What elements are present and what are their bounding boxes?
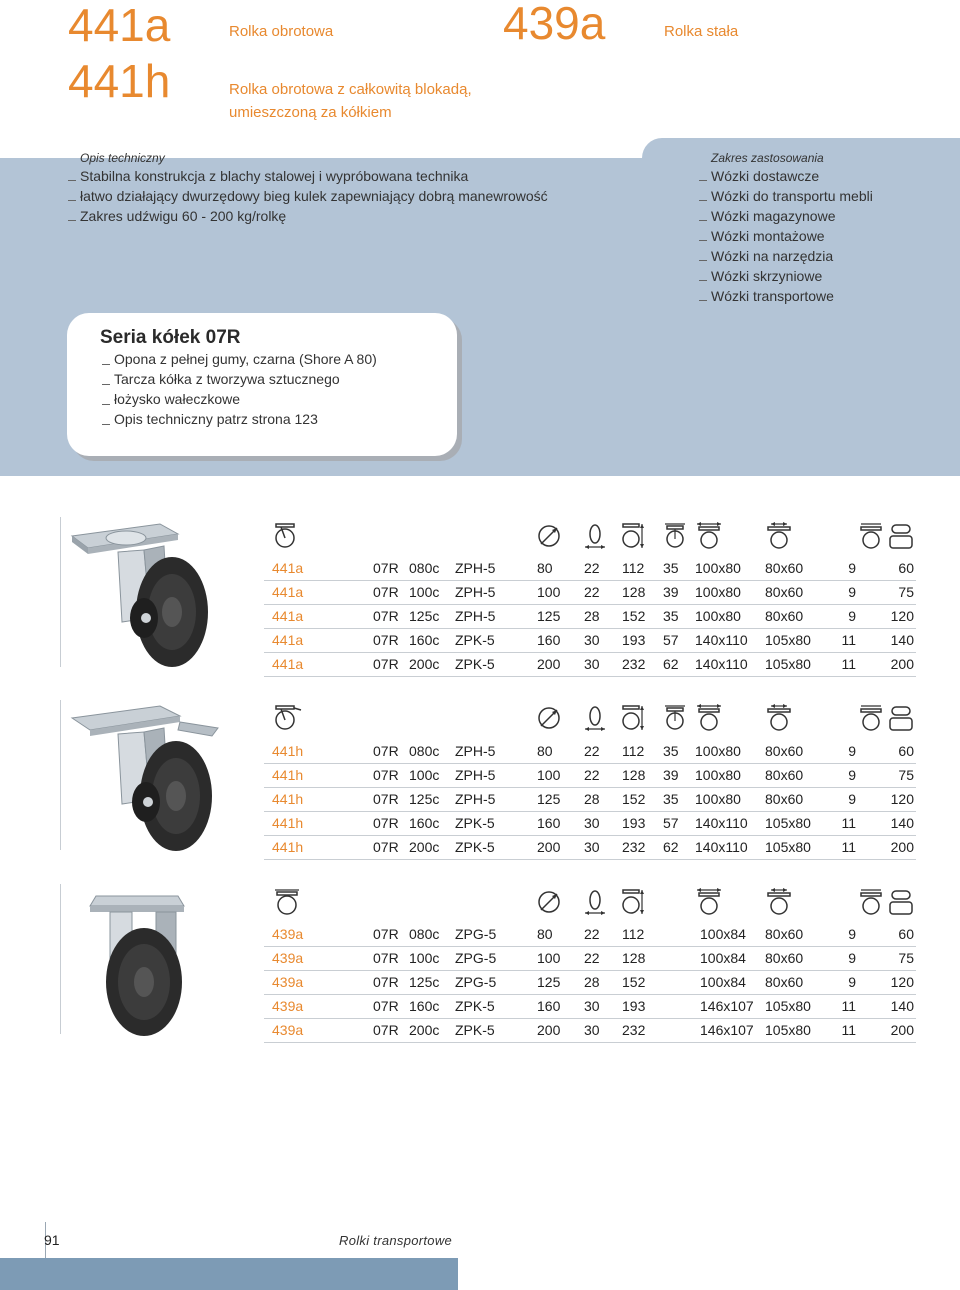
table-cell: ZPK-5 [455, 815, 495, 831]
table-cell: 146x107 [700, 1022, 754, 1038]
header-desc-441h-line2: umieszczoną za kółkiem [229, 104, 392, 121]
table-cell: 30 [584, 1022, 600, 1038]
header-desc-441h-line1: Rolka obrotowa z całkowitą blokadą, [229, 81, 472, 98]
table-cell: ZPK-5 [455, 632, 495, 648]
table-cell: 441h [272, 767, 304, 783]
table-cell: 140x110 [695, 656, 748, 672]
header-code-439a: 439a [503, 0, 606, 49]
table-cell: 11 [841, 815, 856, 831]
table-cell: 112 [622, 743, 645, 759]
table-cell: 9 [848, 926, 856, 942]
technical-title: Opis techniczny [80, 151, 165, 165]
table-cell: 105x80 [765, 656, 811, 672]
table-cell: 193 [622, 998, 646, 1014]
table-cell: 35 [663, 791, 679, 807]
plate-size-icon [695, 522, 723, 550]
table-cell: 07R [373, 974, 399, 990]
table-cell: 75 [898, 584, 914, 600]
table-cell: 441h [272, 743, 304, 759]
table-cell: ZPG-5 [455, 926, 497, 942]
wheel-width-icon [583, 888, 607, 916]
load-capacity-icon [889, 888, 913, 916]
table-cell: 60 [898, 560, 914, 576]
table-cell: 100x80 [695, 608, 741, 624]
table-cell: 9 [848, 950, 856, 966]
table-cell: 80 [537, 743, 553, 759]
table-cell: 80x60 [765, 608, 804, 624]
table-cell: 11 [841, 656, 856, 672]
table-cell: 200 [537, 839, 561, 855]
bolt-diameter-icon [857, 522, 885, 550]
swivel-brake-caster-icon [273, 704, 303, 732]
table-row [264, 764, 916, 788]
table-cell: 441a [272, 632, 304, 648]
spec-icons-row [265, 704, 925, 736]
table-cell: 128 [622, 950, 646, 966]
table-cell: 62 [663, 656, 679, 672]
table-cell: 11 [841, 632, 856, 648]
header-code-441h: 441h [68, 55, 171, 107]
table-cell: 80x60 [765, 950, 804, 966]
table-cell: 80 [537, 560, 553, 576]
table-row [264, 740, 916, 764]
table-cell: ZPK-5 [455, 656, 495, 672]
table-cell: 28 [584, 791, 600, 807]
table-cell: 07R [373, 560, 399, 576]
series-item: Opona z pełnej gumy, czarna (Shore A 80) [100, 349, 377, 369]
header-desc-441a: Rolka obrotowa [229, 23, 334, 40]
table-cell: 9 [848, 743, 856, 759]
table-cell: 200 [537, 1022, 561, 1038]
swivel-offset-icon [663, 522, 691, 550]
table-cell: 100c [409, 584, 440, 600]
table-cell: 07R [373, 632, 399, 648]
table-cell: ZPH-5 [455, 584, 496, 600]
table-cell: 160 [537, 632, 561, 648]
table-row [264, 629, 916, 653]
table-cell: 22 [584, 950, 600, 966]
table-cell: 160 [537, 815, 561, 831]
table-cell: 07R [373, 950, 399, 966]
table-cell: 112 [622, 926, 645, 942]
table-cell: 100c [409, 950, 440, 966]
table-cell: 105x80 [765, 839, 811, 855]
table-cell: 07R [373, 743, 399, 759]
table-cell: 9 [848, 560, 856, 576]
table-cell: 9 [848, 767, 856, 783]
table-cell: ZPK-5 [455, 1022, 495, 1038]
table-cell: 200c [409, 656, 440, 672]
wheel-diameter-icon [537, 888, 561, 916]
scope-item: Wózki do transportu mebli [697, 186, 873, 206]
table-cell: 80x60 [765, 767, 804, 783]
table-cell: 100 [537, 584, 561, 600]
table-cell: 28 [584, 608, 600, 624]
series-list [100, 349, 377, 429]
table-row [264, 1019, 916, 1043]
table-cell: 200c [409, 1022, 440, 1038]
series-card [67, 313, 457, 456]
table-cell: 9 [848, 584, 856, 600]
table-cell: 160c [409, 998, 440, 1014]
table-cell: 07R [373, 791, 399, 807]
table-row [264, 923, 916, 947]
footer-bar [0, 1258, 458, 1290]
table-row [264, 581, 916, 605]
table-cell: 160 [537, 998, 561, 1014]
table-row [264, 971, 916, 995]
wheel-width-icon [583, 704, 607, 732]
spec-icons-row [265, 888, 925, 920]
table-cell: 07R [373, 608, 399, 624]
application-scope [697, 150, 873, 306]
table-cell: 152 [622, 608, 646, 624]
table-cell: 28 [584, 974, 600, 990]
table-cell: 080c [409, 926, 440, 942]
table-cell: 128 [622, 584, 646, 600]
table-cell: 35 [663, 608, 679, 624]
table-cell: 140x110 [695, 839, 748, 855]
table-cell: 160c [409, 815, 440, 831]
table-cell: 100x84 [700, 974, 746, 990]
table-cell: 60 [898, 926, 914, 942]
table-cell: 07R [373, 584, 399, 600]
table-cell: 30 [584, 815, 600, 831]
header-desc-439a: Rolka stała [664, 23, 739, 40]
table-cell: 30 [584, 998, 600, 1014]
table-cell: 39 [663, 767, 679, 783]
table-cell: 439a [272, 998, 304, 1014]
table-cell: 200 [537, 656, 561, 672]
table-cell: 120 [890, 791, 914, 807]
table-cell: 11 [841, 839, 856, 855]
table-cell: 62 [663, 839, 679, 855]
table-cell: 152 [622, 974, 646, 990]
table-cell: 441a [272, 560, 304, 576]
table-cell: 100 [537, 767, 561, 783]
table-cell: ZPH-5 [455, 767, 496, 783]
table-cell: 080c [409, 560, 440, 576]
table-cell: 9 [848, 974, 856, 990]
table-441h [264, 740, 916, 860]
table-cell: 439a [272, 1022, 304, 1038]
table-cell: 105x80 [765, 815, 811, 831]
page-number: 91 [44, 1232, 60, 1248]
table-cell: 200 [890, 839, 914, 855]
table-cell: 80 [537, 926, 553, 942]
table-cell: 105x80 [765, 632, 811, 648]
table-row [264, 653, 916, 677]
table-cell: 080c [409, 743, 440, 759]
table-cell: 80x60 [765, 584, 804, 600]
table-cell: 193 [622, 815, 646, 831]
bolt-hole-spacing-icon [765, 704, 793, 732]
table-cell: 39 [663, 584, 679, 600]
table-cell: ZPH-5 [455, 743, 496, 759]
overall-height-icon [621, 888, 645, 916]
table-cell: 100x80 [695, 767, 741, 783]
series-title: Seria kółek 07R [100, 327, 241, 348]
table-cell: 30 [584, 839, 600, 855]
table-cell: 441a [272, 608, 304, 624]
table-cell: 441a [272, 584, 304, 600]
bolt-hole-spacing-icon [765, 522, 793, 550]
table-cell: 07R [373, 998, 399, 1014]
table-cell: 11 [841, 1022, 856, 1038]
table-cell: 439a [272, 974, 304, 990]
table-cell: 232 [622, 656, 646, 672]
table-cell: 120 [890, 608, 914, 624]
caster-swivel-photo [60, 518, 240, 670]
table-439a [264, 923, 916, 1043]
scope-item: Wózki montażowe [697, 226, 873, 246]
overall-height-icon [621, 704, 645, 732]
table-cell: 125 [537, 608, 561, 624]
table-row [264, 605, 916, 629]
table-cell: ZPK-5 [455, 998, 495, 1014]
fixed-caster-icon [273, 888, 301, 916]
table-cell: 140 [890, 815, 914, 831]
caster-swivel-brake-photo [60, 702, 240, 854]
series-item: Tarcza kółka z tworzywa sztucznego [100, 369, 377, 389]
table-row [264, 947, 916, 971]
table-cell: 07R [373, 926, 399, 942]
table-cell: ZPG-5 [455, 950, 497, 966]
table-row [264, 557, 916, 581]
series-item: łożysko wałeczkowe [100, 389, 377, 409]
table-cell: 125c [409, 791, 440, 807]
table-cell: ZPH-5 [455, 560, 496, 576]
table-cell: 35 [663, 743, 679, 759]
table-cell: 100x80 [695, 743, 741, 759]
table-cell: 120 [890, 974, 914, 990]
table-cell: 100x80 [695, 584, 741, 600]
table-cell: 105x80 [765, 998, 811, 1014]
technical-item: łatwo działający dwurzędowy bieg kulek zapewniający dobrą manewrowość [66, 186, 548, 206]
table-cell: 07R [373, 815, 399, 831]
table-cell: 146x107 [700, 998, 754, 1014]
table-cell: 75 [898, 767, 914, 783]
wheel-diameter-icon [537, 522, 561, 550]
table-cell: 200 [890, 656, 914, 672]
table-cell: 232 [622, 839, 646, 855]
technical-description [66, 150, 548, 226]
table-cell: 200 [890, 1022, 914, 1038]
bolt-diameter-icon [857, 888, 885, 916]
table-cell: 80x60 [765, 743, 804, 759]
technical-item: Stabilna konstrukcja z blachy stalowej i wypróbowana technika [66, 166, 548, 186]
table-cell: 30 [584, 656, 600, 672]
table-cell: 439a [272, 950, 304, 966]
caster-fixed-photo [60, 886, 240, 1038]
wheel-width-icon [583, 522, 607, 550]
bolt-diameter-icon [857, 704, 885, 732]
table-cell: 160c [409, 632, 440, 648]
table-row [264, 836, 916, 860]
table-cell: 35 [663, 560, 679, 576]
table-cell: 439a [272, 926, 304, 942]
table-cell: 80x60 [765, 974, 804, 990]
header-code-441a: 441a [68, 0, 171, 51]
table-cell: 100x84 [700, 926, 746, 942]
table-cell: 100x80 [695, 560, 741, 576]
scope-item: Wózki magazynowe [697, 206, 873, 226]
table-cell: 80x60 [765, 560, 804, 576]
table-cell: 125 [537, 791, 561, 807]
table-cell: 140x110 [695, 632, 748, 648]
table-cell: 112 [622, 560, 645, 576]
table-cell: 125c [409, 608, 440, 624]
table-cell: 441h [272, 815, 304, 831]
wheel-diameter-icon [537, 704, 561, 732]
table-cell: 100c [409, 767, 440, 783]
table-cell: ZPK-5 [455, 839, 495, 855]
table-cell: 07R [373, 767, 399, 783]
plate-size-icon [695, 888, 723, 916]
footer-title: Rolki transportowe [339, 1233, 453, 1248]
table-cell: 140x110 [695, 815, 748, 831]
table-cell: 22 [584, 767, 600, 783]
table-cell: 07R [373, 839, 399, 855]
table-cell: 07R [373, 656, 399, 672]
table-cell: ZPG-5 [455, 974, 497, 990]
table-cell: 441h [272, 839, 304, 855]
table-cell: 152 [622, 791, 646, 807]
bolt-hole-spacing-icon [765, 888, 793, 916]
table-cell: 11 [841, 998, 856, 1014]
table-cell: 140 [890, 632, 914, 648]
table-cell: ZPH-5 [455, 791, 496, 807]
load-capacity-icon [889, 704, 913, 732]
table-cell: 80x60 [765, 926, 804, 942]
swivel-caster-icon [273, 522, 297, 550]
table-cell: 60 [898, 743, 914, 759]
swivel-offset-icon [663, 704, 691, 732]
table-cell: 57 [663, 815, 679, 831]
overall-height-icon [621, 522, 645, 550]
table-cell: 105x80 [765, 1022, 811, 1038]
table-cell: 128 [622, 767, 646, 783]
table-cell: 100 [537, 950, 561, 966]
technical-item: Zakres udźwigu 60 - 200 kg/rolkę [66, 206, 548, 226]
spec-icons-row [265, 522, 925, 554]
table-cell: 80x60 [765, 791, 804, 807]
table-441a [264, 557, 916, 677]
table-cell: 9 [848, 791, 856, 807]
plate-size-icon [695, 704, 723, 732]
table-cell: 100x84 [700, 950, 746, 966]
table-cell: ZPH-5 [455, 608, 496, 624]
scope-item: Wózki transportowe [697, 286, 873, 306]
load-capacity-icon [889, 522, 913, 550]
table-cell: 22 [584, 584, 600, 600]
table-cell: 200c [409, 839, 440, 855]
table-cell: 75 [898, 950, 914, 966]
table-cell: 232 [622, 1022, 646, 1038]
scope-title: Zakres zastosowania [711, 151, 824, 165]
table-row [264, 812, 916, 836]
table-cell: 100x80 [695, 791, 741, 807]
table-row [264, 788, 916, 812]
table-cell: 140 [890, 998, 914, 1014]
table-cell: 441h [272, 791, 304, 807]
table-cell: 22 [584, 926, 600, 942]
scope-item: Wózki skrzyniowe [697, 266, 873, 286]
series-item: Opis techniczny patrz strona 123 [100, 409, 377, 429]
table-cell: 441a [272, 656, 304, 672]
table-row [264, 995, 916, 1019]
scope-item: Wózki na narzędzia [697, 246, 873, 266]
table-cell: 22 [584, 743, 600, 759]
table-cell: 125c [409, 974, 440, 990]
table-cell: 22 [584, 560, 600, 576]
table-cell: 07R [373, 1022, 399, 1038]
table-cell: 193 [622, 632, 646, 648]
table-cell: 125 [537, 974, 561, 990]
table-cell: 57 [663, 632, 679, 648]
table-cell: 9 [848, 608, 856, 624]
scope-item: Wózki dostawcze [697, 166, 873, 186]
table-cell: 30 [584, 632, 600, 648]
